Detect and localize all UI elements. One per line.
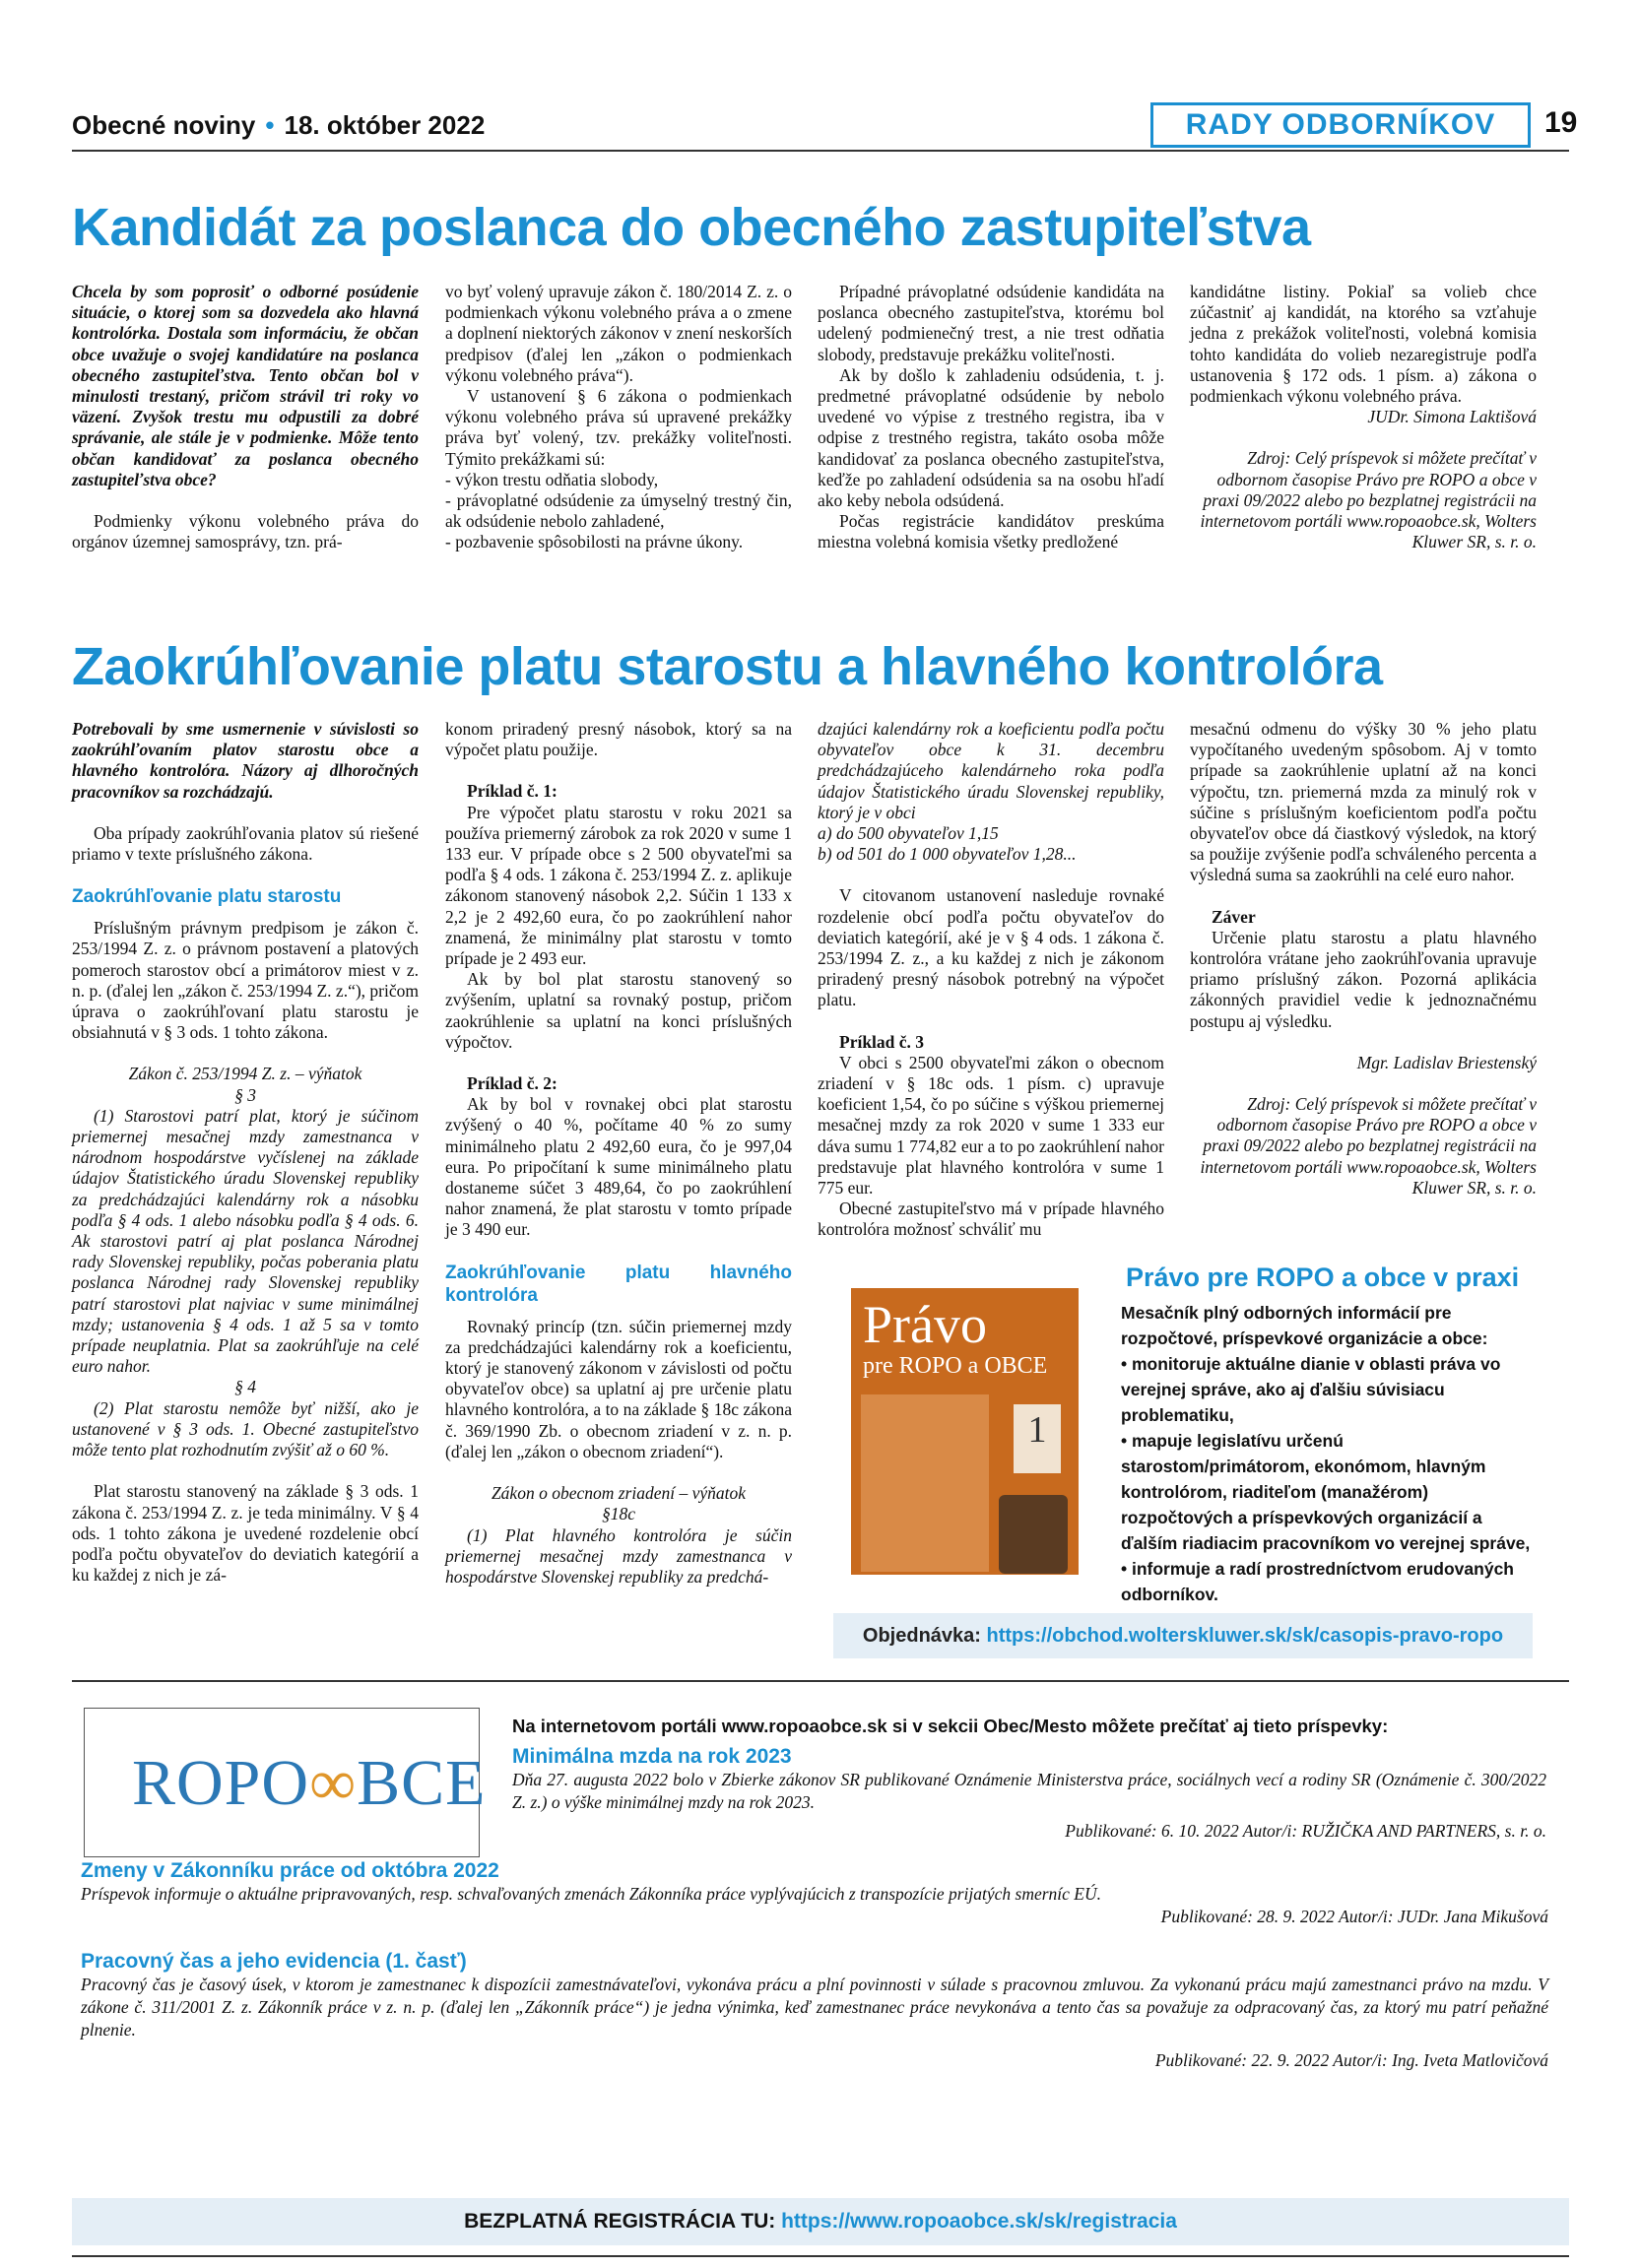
portal-item-1 xyxy=(512,1745,1546,1843)
promo-title: Právo pre ROPO a obce v praxi xyxy=(1126,1263,1520,1292)
paragraph-gap xyxy=(1190,427,1537,448)
portal-item-title[interactable]: Minimálna mzda na rok 2023 xyxy=(512,1745,792,1768)
order-link[interactable]: https://obchod.wolterskluwer.sk/sk/casopis-pravo-ropo xyxy=(986,1625,1504,1647)
cover-contents-panel xyxy=(861,1394,989,1572)
paragraph: V obci s 2500 obyvateľmi zákon o obecnom zriadení v § 18c ods. 1 písm. c) upravuje koeficient 1,54, čo po súčine s výškou priemernej mesačnej mzdy za rok 2020 v sume 1 333 eur dáva sumu 1 774,82 eur a to po zaokrúhlení nahor predstavuje plat hlavného kontrolóra v sume 1 775 eur. xyxy=(818,1052,1164,1199)
paragraph: § 4 xyxy=(234,1377,256,1397)
article1-column-4 xyxy=(1190,282,1537,552)
cover-subtitle: pre ROPO a OBCE xyxy=(863,1353,1048,1379)
promo-line: Mesačník plný odborných informácií pre rozpočtové, príspevkové organizácie a obce: xyxy=(1121,1303,1488,1348)
paragraph: mesačnú odmenu do výšky 30 % jeho platu vypočítaného uvedeným spôsobom. Aj v tomto prípade sa zaokrúhlenie uplatní až na konci výpočtu, tzn. priemerná mzda za minulý rok v súčine s príslušným koeficientom podľa počtu obyvateľov obce dá čiastkový výsledok, na ktorý sa použije zvýšenie podľa schváleného percenta a výsledná suma sa zaokrúhli na celé euro nahor. xyxy=(1190,719,1537,885)
paragraph: Pre výpočet platu starostu v roku 2021 sa používa priemerný zárobok za rok 2020 v sume 1 133 eur. V prípade obce s 2 500 obyvateľmi sa podľa § 4 ods. 1 zákona č. 253/1994 Z. z. aplikuje zákonom stanovený násobok 2,2. Súčin 1 133 x 2,2 je 2 492,60 eura, čo po zaokrúhlení nahor znamená, že minimálny plat starostu v tomto prípade je 2 493 eur. xyxy=(445,802,792,969)
portal-intro: Na internetovom portáli www.ropoaobce.sk si v sekcii Obec/Mesto môžete prečítať aj tieto príspevky: xyxy=(512,1716,1389,1736)
paragraph-gap xyxy=(72,908,419,918)
paragraph: Počas registrácie kandidátov preskúma miestna volebná komisia všetky predložené xyxy=(818,511,1164,552)
paragraph: (2) Plat starostu nemôže byť nižší, ako je ustanovené v § 3 ods. 1. Obecné zastupiteľstvo môže tento plat rozhodnutím zvýšiť až o 60 %. xyxy=(72,1397,419,1460)
paragraph-gap xyxy=(818,1011,1164,1032)
promo-line: • informuje a radí prostredníctvom erudovaných odborníkov. xyxy=(1121,1559,1514,1604)
paragraph: dzajúci kalendárny rok a koeficientu podľa počtu obyvateľov obce k 31. decembru predchádzajúceho kalendárneho roka podľa údajov Štatistického úradu Slovenskej republiky, ktorý je v obci xyxy=(818,719,1164,822)
paragraph: konom priradený presný násobok, ktorý sa na výpočet platu použije. xyxy=(445,719,792,760)
paragraph: V citovanom ustanovení nasleduje rovnaké rozdelenie obcí podľa počtu obyvateľov do deviatich kategórií, aké je v § 4 ods. 1 zákona č. 253/1994 Z. z., a ku každej z nich je zákonom priradený presný násobok potrebný na výpočet platu. xyxy=(818,885,1164,1010)
paragraph: §18c xyxy=(601,1504,636,1524)
registration-label: BEZPLATNÁ REGISTRÁCIA TU: xyxy=(464,2210,776,2233)
ropoobce-logo: ROPO∞BCE xyxy=(132,1747,487,1819)
paragraph: - právoplatné odsúdenie za úmyselný trestný čin, ak odsúdenie nebolo zahladené, xyxy=(445,490,792,532)
portal-item-text: Pracovný čas je časový úsek, v ktorom je zamestnanec k dispozícii zamestnávateľovi, vykonáva prácu a plní povinnosti v súlade s pracovnou zmluvou. Za vykonanú prácu majú zamestnanci právo na mzdu. V zákone č. 311/2001 Z. z. Zákonník práce v z. n. p. (ďalej len „Zákonník práce“) je jedna výnimka, keď zamestnanec práce nevykonáva a tento čas sa považuje za odpracovaný čas, za ktorý mu patrí peňažné plnenie. xyxy=(81,1975,1548,2040)
masthead xyxy=(72,110,485,141)
portal-item-meta: Publikované: 22. 9. 2022 Autor/i: Ing. Iveta Matlovičová xyxy=(1154,2050,1548,2070)
paragraph: Podmienky výkonu volebného práva do orgánov územnej samosprávy, tzn. prá- xyxy=(72,511,419,552)
paragraph: Potrebovali by sme usmernenie v súvislosti so zaokrúhľovaním platov starostu obce a hlavného kontrolóra. Názory aj dlhoročných pracovníkov sa rozchádzajú. xyxy=(72,719,419,802)
cover-issue-number: 1 xyxy=(1014,1404,1061,1473)
paragraph: Ak by došlo k zahladeniu odsúdenia, t. j. predmetné právoplatné odsúdenie by nebolo uvedené vo výpise z trestného registra, iba v odpise z trestného registra, takáto osoba môže kandidovať za poslanca obecného zastupiteľstva, keďže po zahladení odsúdenia sa na osobu hľadí ako keby nebola odsúdená. xyxy=(818,364,1164,511)
article1-title: Kandidát za poslanca do obecného zastupiteľstva xyxy=(72,198,1311,257)
portal-item-text: Dňa 27. augusta 2022 bolo v Zbierke zákonov SR publikované Oznámenie Ministerstva práce, sociálnych vecí a rodiny SR (Oznámenie č. 300/2022 Z. z.) o výške minimálnej mzdy na rok 2023. xyxy=(512,1770,1546,1812)
article1-column-2 xyxy=(445,282,792,553)
issue-date: 18. október 2022 xyxy=(284,110,486,140)
subheading: Zaokrúhľovanie platu starostu xyxy=(72,886,342,908)
cover-footer xyxy=(851,1575,1079,1598)
registration-link[interactable]: https://www.ropoaobce.sk/sk/registracia xyxy=(781,2210,1177,2233)
paragraph: Plat starostu stanovený na základe § 3 ods. 1 zákona č. 253/1994 Z. z. je teda minimálny. V § 4 ods. 1 tohto zákona je uvedené rozdelenie obcí podľa počtu obyvateľov do deviatich kategórií a ku každej z nich je zá- xyxy=(72,1481,419,1586)
registration-bar xyxy=(72,2198,1569,2245)
magazine-promo xyxy=(830,1261,1540,1664)
paragraph-gap xyxy=(445,1241,792,1262)
paragraph-gap xyxy=(72,1460,419,1481)
paragraph-gap xyxy=(72,865,419,885)
paragraph: JUDr. Simona Laktišová xyxy=(1367,407,1537,427)
paper-name: Obecné noviny xyxy=(72,110,256,140)
paragraph: (1) Plat hlavného kontrolóra je súčin priemernej mesačnej mzdy zamestnanca v hospodárstve Slovenskej republiky za predchá- xyxy=(445,1524,792,1587)
paragraph: Príklad č. 2: xyxy=(467,1073,558,1094)
paragraph-gap xyxy=(1190,1032,1537,1053)
paragraph: Zdroj: Celý príspevok si môžete prečítať v odbornom časopise Právo pre ROPO a obce v praxi 09/2022 alebo po bezplatnej registrácii na internetovom portáli www.ropoaobce.sk, Wolters Kluwer SR, s. r. o. xyxy=(1200,448,1537,552)
paragraph: V ustanovení § 6 zákona o podmienkach výkonu volebného práva sú upravené prekážky práva byť volený, tzv. prekážky voliteľnosti. Týmito prekážkami sú: xyxy=(445,386,792,469)
paragraph: a) do 500 obyvateľov 1,15 xyxy=(818,823,999,844)
paragraph-gap xyxy=(818,865,1164,885)
article2-column-4 xyxy=(1190,719,1537,1199)
paragraph: Zdroj: Celý príspevok si môžete prečítať v odbornom časopise Právo pre ROPO a obce v praxi 09/2022 alebo po bezplatnej registrácii na internetovom portáli www.ropoaobce.sk, Wolters Kluwer SR, s. r. o. xyxy=(1200,1094,1537,1198)
article2-title: Zaokrúhľovanie platu starostu a hlavného kontrolóra xyxy=(72,637,1383,696)
article1-column-3 xyxy=(818,282,1164,553)
paragraph: Obecné zastupiteľstvo má v prípade hlavného kontrolóra možnosť schváliť mu xyxy=(818,1199,1164,1240)
paragraph: Príslušným právnym predpisom je zákon č. 253/1994 Z. z. o právnom postavení a platových pomeroch starostov obcí a primátorov miest v z. n. p. (ďalej len „zákon č. 253/1994 Z. z.“), pričom úprava o zaokrúhľovaní platu starostu je obsiahnutá v § 3 ods. 1 tohto zákona. xyxy=(72,918,419,1043)
promo-line: • monitoruje aktuálne dianie v oblasti práva vo verejnej správe, ako aj ďalšiu súvisiacu problematiku, xyxy=(1121,1354,1501,1425)
portal-item-title[interactable]: Zmeny v Zákonníku práce od októbra 2022 xyxy=(81,1859,499,1882)
section-label: RADY ODBORNÍKOV xyxy=(1150,102,1531,148)
paragraph-gap xyxy=(445,1462,792,1483)
promo-line: • mapuje legislatívu určenú starostom/primátorom, ekonómom, hlavným kontrolórom, riaditeľom (manažérom) rozpočtových a príspevkových organizácií a ďalším riadiacim pracovníkom vo verejnej správe, xyxy=(1121,1431,1531,1553)
portal-item-3 xyxy=(81,1950,1548,2072)
promo-description xyxy=(1121,1300,1535,1607)
header-rule xyxy=(72,150,1569,152)
paragraph: Rovnaký princíp (tzn. súčin priemernej mzdy za predchádzajúci kalendárny rok a koeficientu, ktorý je stanovený zákonom v závislosti od počtu obyvateľov obce) sa uplatní aj pre určenie platu hlavného kontrolóra, a to na základe § 18c zákona č. 369/1990 Zb. o obecnom zriadení v z. n. p. (ďalej len „zákon o obecnom zriadení“). xyxy=(445,1316,792,1461)
paragraph: Zákon o obecnom zriadení – výňatok xyxy=(491,1483,747,1504)
paragraph-gap xyxy=(72,803,419,823)
paragraph-gap xyxy=(72,1043,419,1064)
paragraph: Ak by bol v rovnakej obci plat starostu zvýšený o 40 %, počítame 40 % zo sumy minimálneho platu 2 492,60 eura, čo je 997,04 eura. Po pripočítaní k sume minimálneho platu dostaneme súčet 3 489,64, čo po zaokrúhlení nahor znamená, že plat starostu v tomto prípade je 3 490 eur. xyxy=(445,1094,792,1240)
portal-item-meta: Publikované: 28. 9. 2022 Autor/i: JUDr. Jana Mikušová xyxy=(1160,1907,1548,1926)
paragraph-gap xyxy=(445,760,792,781)
paragraph: Určenie platu starostu a platu hlavného kontrolóra vrátane jeho zaokrúhľovania upravuje priamo príslušný zákon. Pozorná aplikácia zákonných pravidiel vedie k jednoznačnému postupu aj výsledku. xyxy=(1190,927,1537,1031)
paragraph: vo byť volený upravuje zákon č. 180/2014 Z. z. o podmienkach výkonu volebného práva a o zmene a doplnení niektorých zákonov v znení neskorších predpisov (ďalej len „zákon o podmienkach výkonu volebného práva“). xyxy=(445,282,792,385)
paragraph: Príklad č. 3 xyxy=(839,1031,925,1052)
page-number: 19 xyxy=(1544,106,1578,139)
portal-item-title[interactable]: Pracovný čas a jeho evidencia (1. časť) xyxy=(81,1950,467,1973)
paragraph-gap xyxy=(445,1307,792,1317)
paragraph: - pozbavenie spôsobilosti na právne úkony. xyxy=(445,532,744,552)
paragraph: Ak by bol plat starostu stanovený so zvýšením, uplatní sa rovnaký postup, pričom zaokrúhlenie sa uplatní na konci príslušných výpočtov. xyxy=(445,969,792,1052)
paragraph-gap xyxy=(445,1053,792,1073)
paragraph: kandidátne listiny. Pokiaľ sa volieb chce zúčastniť aj kandidát, na ktorého sa vzťahuje jedna z prekážok voliteľnosti, volebná komisia tohto kandidáta do volieb nezaregistruje podľa ustanovenia § 172 ods. 1 písm. a) zákona o podmienkach výkonu volebného práva. xyxy=(1190,282,1537,407)
article2-column-3 xyxy=(818,719,1164,1241)
paragraph: (1) Starostovi patrí plat, ktorý je súčinom priemernej mesačnej mzdy zamestnanca v národnom hospodárstve vyčíslenej na základe údajov Štatistického úradu Slovenskej republiky za predchádzajúci kalendárny rok a násobku podľa § 4 ods. 1 alebo násobku podľa § 4 ods. 6. Ak starostovi patrí aj plat poslanca Národnej rady Slovenskej republiky, počas poberania platu poslanca Národnej rady Slovenskej republiky patrí starostovi plat najviac v sume minimálnej mzdy; ustanovenia § 4 ods. 1 až 5 sa v tomto prípade neuplatnia. Plat sa zaokrúhľuje na celé euro nahor. xyxy=(72,1105,419,1377)
article2-column-2 xyxy=(445,719,792,1588)
section-rule xyxy=(72,1680,1569,1682)
paragraph-gap xyxy=(1190,1073,1537,1094)
paragraph: Chcela by som poprosiť o odborné posúdenie situácie, o ktorej som sa dozvedela ako hlavná kontrolórka. Dostala som informáciu, že občan obce uvažuje o svojej kandidatúre na poslanca obecného zastupiteľstva. Tento občan bol v minulosti trestaný, pričom strávil tri roky vo väzení. Zvyšok trestu mu odpustili za dobré správanie, ale stále je v podmienke. Môže tento občan kandidovať za poslanca obecného zastupiteľstva obce? xyxy=(72,282,419,489)
paragraph-gap xyxy=(72,490,419,511)
paragraph: Mgr. Ladislav Briestenský xyxy=(1356,1052,1537,1072)
paragraph: Príklad č. 1: xyxy=(467,781,558,802)
order-label: Objednávka: xyxy=(862,1625,981,1647)
article2-column-1 xyxy=(72,719,419,1586)
subheading: Zaokrúhľovanie platu hlavného kontrolóra xyxy=(445,1262,792,1306)
paragraph: Oba prípady zaokrúhľovania platov sú riešené priamo v texte príslušného zákona. xyxy=(72,822,419,865)
bullet-separator: • xyxy=(265,110,275,140)
scales-of-justice-icon xyxy=(999,1495,1068,1574)
paragraph: Záver xyxy=(1212,906,1256,927)
portal-logo-box xyxy=(84,1708,487,1857)
paragraph: Zákon č. 253/1994 Z. z. – výňatok xyxy=(128,1064,362,1084)
footer-rule xyxy=(72,2255,1569,2257)
portal-item-text: Príspevok informuje o aktuálne pripravovaných, resp. schvaľovaných zmenách Zákonníka práce vyplývajúcich z transpozície prijatých smerníc EÚ. xyxy=(81,1884,1102,1904)
magazine-cover-image xyxy=(851,1288,1079,1598)
portal-item-meta: Publikované: 6. 10. 2022 Autor/i: RUŽIČKA AND PARTNERS, s. r. o. xyxy=(1065,1821,1546,1841)
paragraph: § 3 xyxy=(234,1084,256,1105)
paragraph: Prípadné právoplatné odsúdenie kandidáta na poslanca obecného zastupiteľstva, ktorému bol udelený podmienečný trest, a nie trest odňatia slobody, predstavuje prekážku voliteľnosti. xyxy=(818,282,1164,364)
cover-title: Právo xyxy=(863,1295,987,1354)
paragraph-gap xyxy=(1190,886,1537,907)
portal-item-2 xyxy=(81,1859,1548,1928)
paragraph: b) od 501 do 1 000 obyvateľov 1,28... xyxy=(818,844,1077,865)
order-bar xyxy=(833,1613,1533,1658)
article1-column-1 xyxy=(72,282,419,552)
paragraph: - výkon trestu odňatia slobody, xyxy=(445,469,659,489)
